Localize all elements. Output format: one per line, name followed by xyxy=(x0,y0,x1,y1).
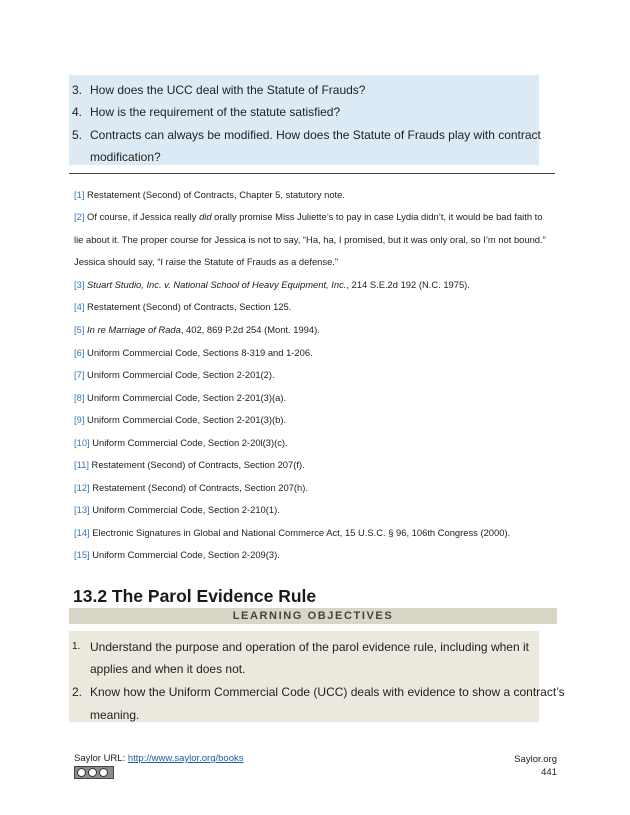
divider xyxy=(69,173,555,174)
footnote-ref[interactable]: [15] xyxy=(74,549,90,560)
learning-objectives-box: 1. Understand the purpose and operation of the parol evidence rule, including when it applies and when it does not. 2. Know how the Uniform Commercial Code (UCC) deals with evidence to show a contract’s meaning. xyxy=(69,631,539,722)
footer-url: Saylor URL: http://www.saylor.org/books xyxy=(74,753,244,764)
footnote-ref[interactable]: [7] xyxy=(74,369,85,380)
section-title: 13.2 The Parol Evidence Rule xyxy=(73,586,317,606)
footnote-7: [7] Uniform Commercial Code, Section 2-201(2). xyxy=(74,369,275,380)
learning-objectives-header: LEARNING OBJECTIVES xyxy=(69,608,557,624)
footnote-3: [3] Stuart Studio, Inc. v. National School of Heavy Equipment, Inc., 214 S.E.2d 192 (N.C. 1975). xyxy=(74,279,470,290)
footnote-10: [10] Uniform Commercial Code, Section 2-20l(3)(c). xyxy=(74,437,288,448)
page-number: 441 xyxy=(541,767,557,778)
footnote-ref[interactable]: [14] xyxy=(74,527,90,538)
footnote-2-line-3: Jessica should say, “I raise the Statute of Frauds as a defense.” xyxy=(74,256,339,267)
footnote-ref[interactable]: [2] xyxy=(74,211,85,222)
footnote-11: [11] Restatement (Second) of Contracts, Section 207(f). xyxy=(74,459,305,470)
footnote-5: [5] In re Marriage of Rada, 402, 869 P.2d 254 (Mont. 1994). xyxy=(74,324,320,335)
footnote-ref[interactable]: [11] xyxy=(74,459,89,470)
footer-site: Saylor.org xyxy=(514,754,557,765)
questions-box: 3. How does the UCC deal with the Statute of Frauds? 4. How is the requirement of the statute satisfied? 5. Contracts can always be modified. How does the Statute of Frauds play with contract modification? xyxy=(69,75,539,165)
footnote-2: [2] Of course, if Jessica really did orally promise Miss Juliette’s to pay in case Lydia didn’t, it would be bad faith to xyxy=(74,211,543,222)
footnote-14: [14] Electronic Signatures in Global and National Commerce Act, 15 U.S.C. § 96, 106th Congress (2000). xyxy=(74,527,511,538)
footnote-ref[interactable]: [4] xyxy=(74,301,85,312)
footnote-1: [1] Restatement (Second) of Contracts, Chapter 5, statutory note. xyxy=(74,189,345,200)
footnote-2-line-2: lie about it. The proper course for Jessica is not to say, “Ha, ha, I promised, but it was only oral, so I’m not bound.” xyxy=(74,234,546,245)
footnote-ref[interactable]: [8] xyxy=(74,392,85,403)
footnote-6: [6] Uniform Commercial Code, Sections 8-319 and 1-206. xyxy=(74,347,313,358)
footnote-12: [12] Restatement (Second) of Contracts, Section 207(h). xyxy=(74,482,308,493)
footnote-ref[interactable]: [9] xyxy=(74,414,85,425)
footnote-ref[interactable]: [6] xyxy=(74,347,85,358)
footnote-4: [4] Restatement (Second) of Contracts, Section 125. xyxy=(74,301,292,312)
footnote-8: [8] Uniform Commercial Code, Section 2-201(3)(a). xyxy=(74,392,287,403)
footnote-ref[interactable]: [13] xyxy=(74,504,90,515)
footnote-9: [9] Uniform Commercial Code, Section 2-201(3)(b). xyxy=(74,414,287,425)
footnote-ref[interactable]: [1] xyxy=(74,189,85,200)
footnote-ref[interactable]: [10] xyxy=(74,437,90,448)
footnote-ref[interactable]: [3] xyxy=(74,279,85,290)
footnote-ref[interactable]: [12] xyxy=(74,482,90,493)
footnote-13: [13] Uniform Commercial Code, Section 2-210(1). xyxy=(74,504,280,515)
footer-page-info xyxy=(514,753,557,779)
creative-commons-by-icon xyxy=(74,766,114,779)
footnote-15: [15] Uniform Commercial Code, Section 2-209(3). xyxy=(74,549,280,560)
saylor-books-link[interactable]: http://www.saylor.org/books xyxy=(127,753,244,764)
footnote-ref[interactable]: [5] xyxy=(74,324,85,335)
